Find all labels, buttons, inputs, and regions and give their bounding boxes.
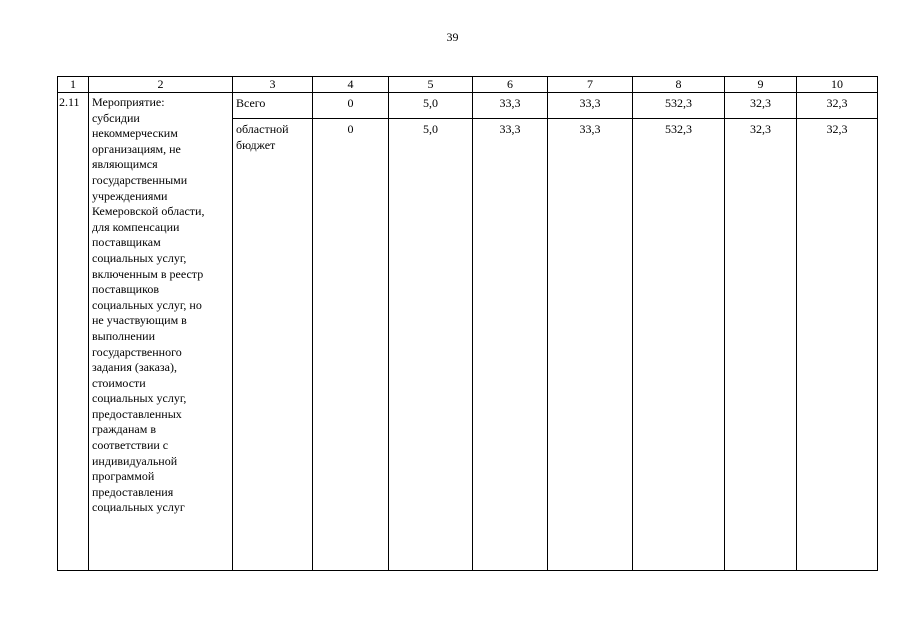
column-header: 4 [313, 77, 389, 93]
funding-source-regional [233, 119, 313, 571]
value-cell: 32,3 [725, 93, 797, 119]
column-header: 5 [389, 77, 473, 93]
funding-source-total: Всего [233, 93, 313, 119]
column-header: 6 [473, 77, 548, 93]
value-cell: 532,3 [633, 93, 725, 119]
column-header: 7 [548, 77, 633, 93]
measure-name-cell [89, 93, 233, 571]
value-cell: 32,3 [797, 93, 878, 119]
funding-table [57, 76, 878, 571]
column-header: 3 [233, 77, 313, 93]
value-cell: 32,3 [725, 119, 797, 571]
funding-source-label: областной бюджет [236, 122, 289, 152]
column-header: 2 [89, 77, 233, 93]
row-code: 2.11 [58, 93, 89, 571]
page-number: 39 [446, 30, 459, 44]
column-number-row [58, 77, 878, 93]
value-cell: 33,3 [548, 93, 633, 119]
table-row-total [58, 93, 878, 119]
value-cell: 5,0 [389, 93, 473, 119]
column-header: 8 [633, 77, 725, 93]
value-cell: 33,3 [473, 93, 548, 119]
measure-name: Мероприятие: субсидии некоммерческим организациям, не являющимся государственными учреждениями Кемеровской области, для компенсации поставщикам социальных услуг, включенным в реестр поставщиков социальных услуг, но не участвующим в выполнении государственного задания (заказа), стоимости социальных услуг, предоставленных гражданам в соответствии с индивидуальной программой предоставления социальных услуг [92, 95, 205, 515]
value-cell: 0 [313, 93, 389, 119]
value-cell: 532,3 [633, 119, 725, 571]
value-cell: 33,3 [473, 119, 548, 571]
column-header: 10 [797, 77, 878, 93]
value-cell: 5,0 [389, 119, 473, 571]
column-header: 9 [725, 77, 797, 93]
column-header: 1 [58, 77, 89, 93]
value-cell: 32,3 [797, 119, 878, 571]
value-cell: 0 [313, 119, 389, 571]
value-cell: 33,3 [548, 119, 633, 571]
